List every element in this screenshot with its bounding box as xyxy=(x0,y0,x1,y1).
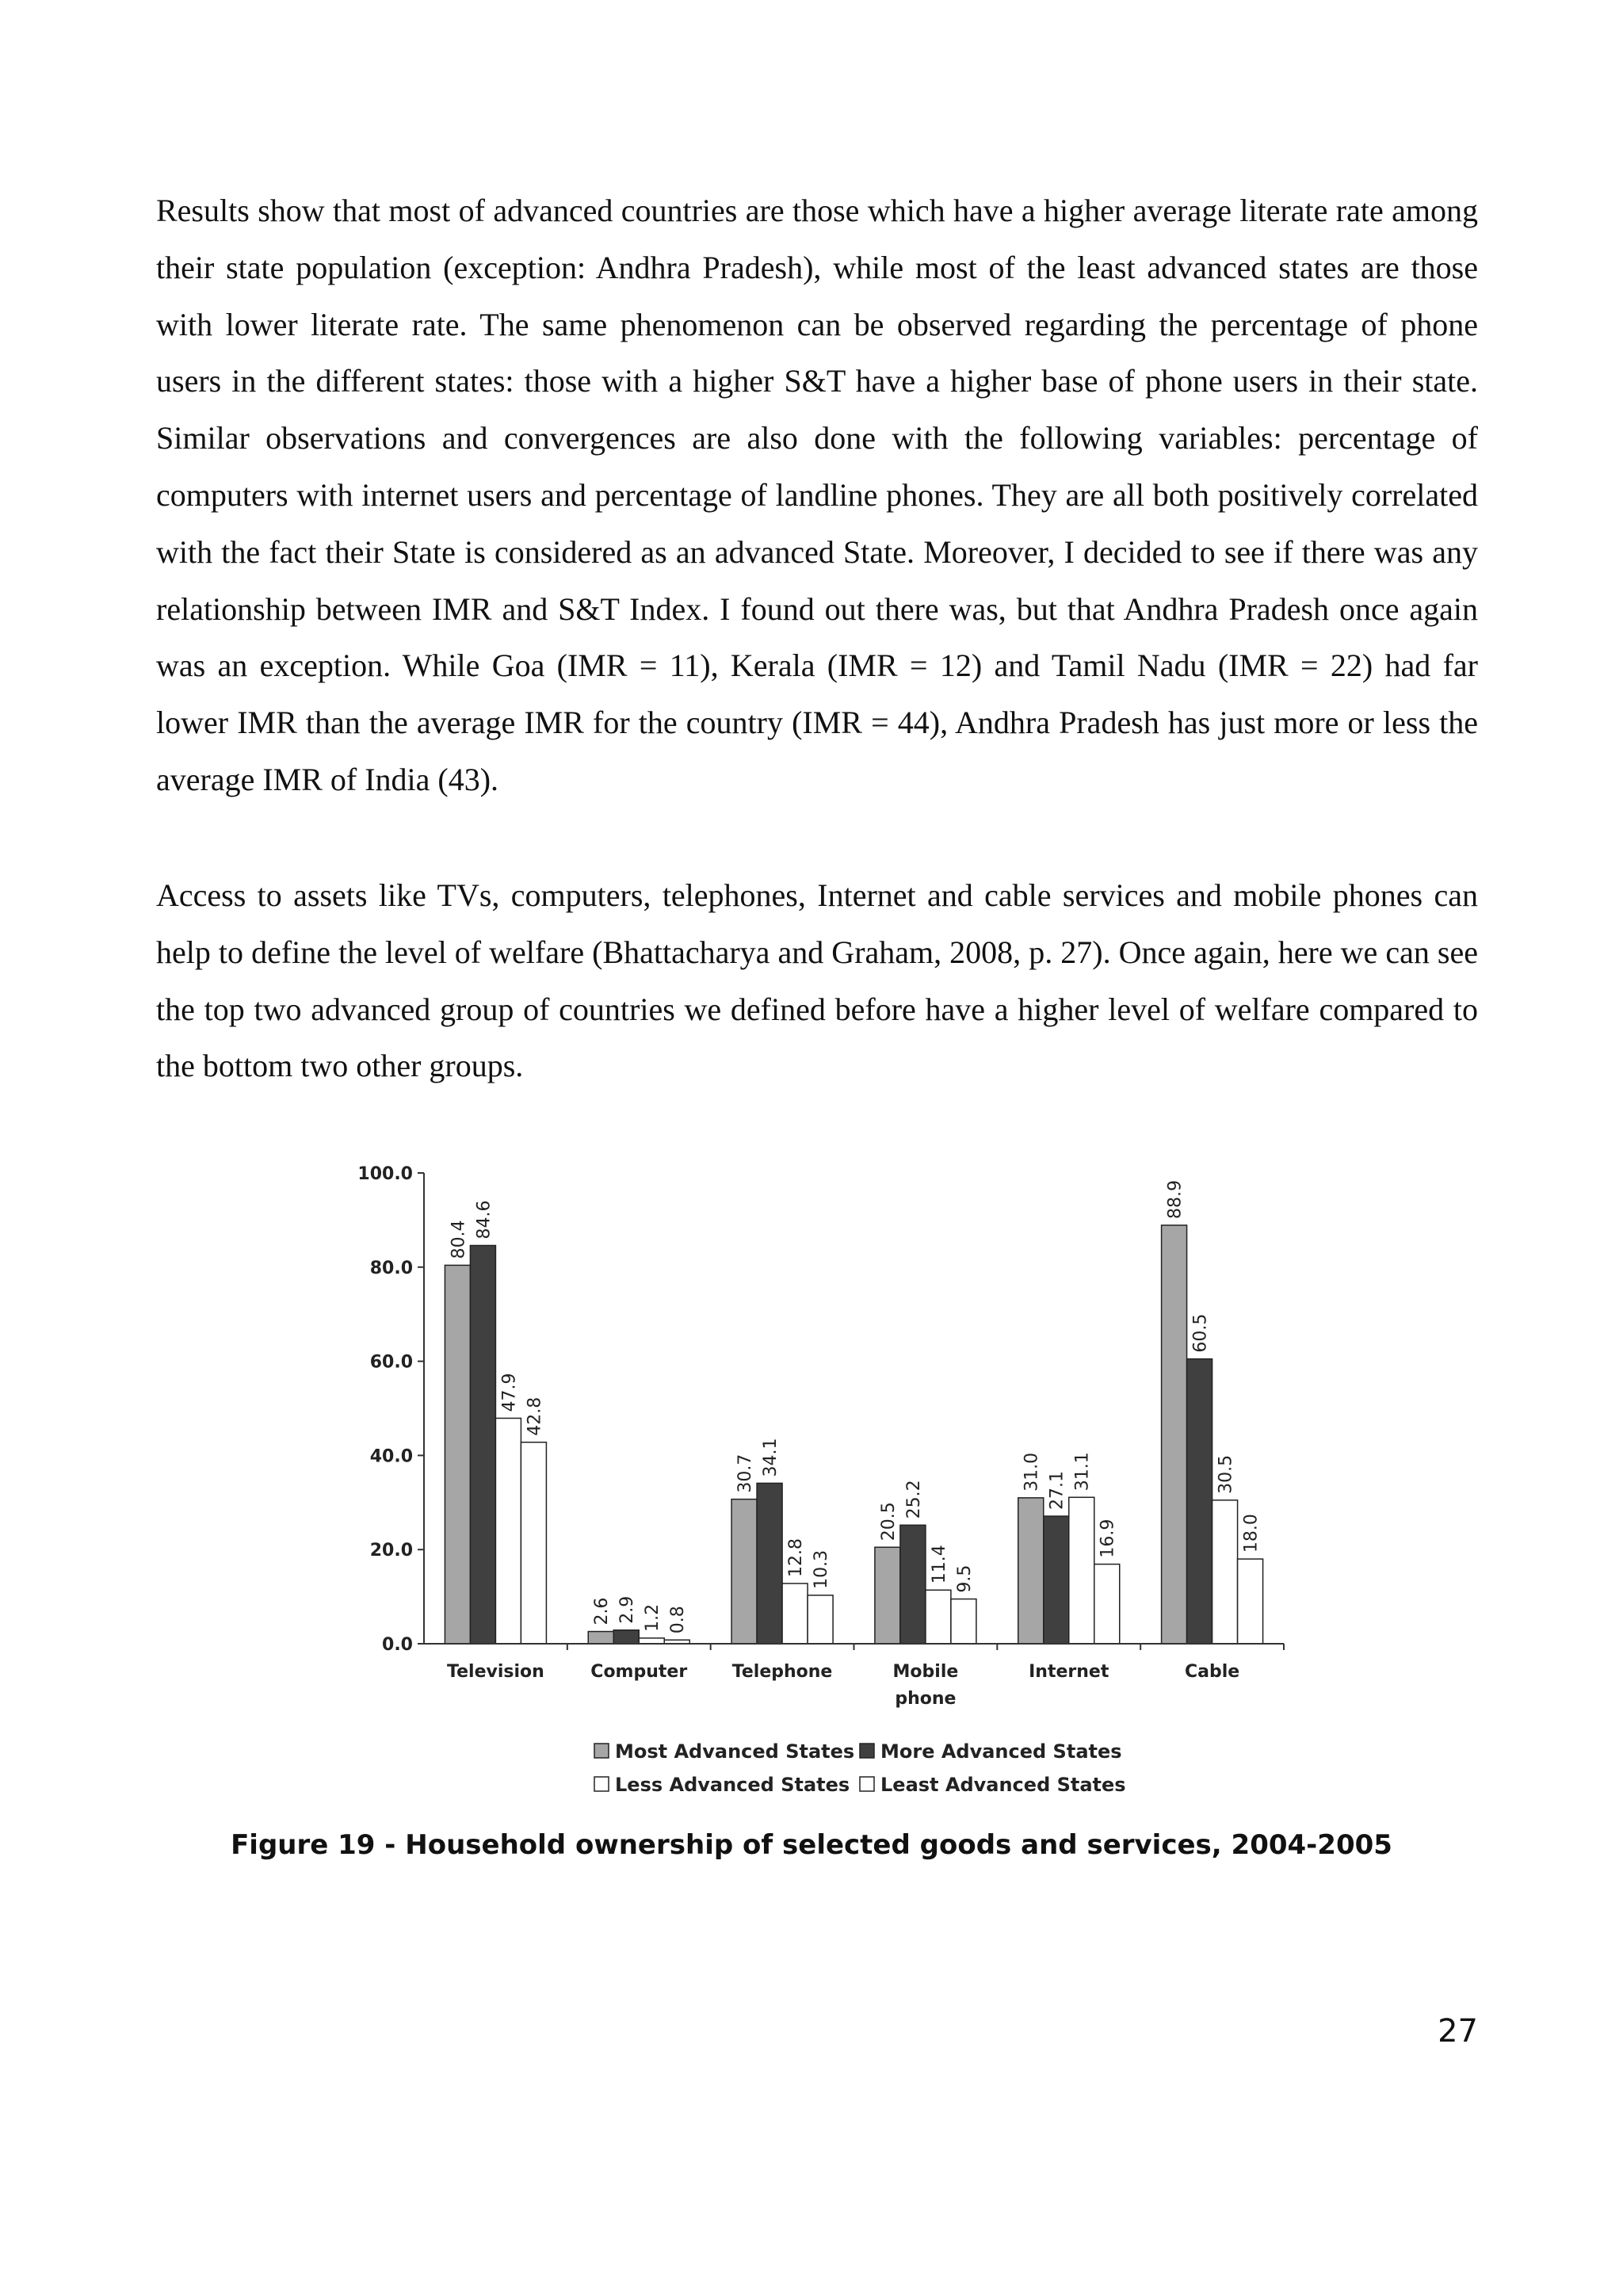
bar-television-most-advanced-states xyxy=(445,1265,470,1644)
y-tick-label: 20.0 xyxy=(369,1541,413,1561)
data-label-telephone-least-advanced-states: 10.3 xyxy=(812,1549,832,1589)
x-category-label-telephone: Telephone xyxy=(731,1662,833,1682)
bar-television-less-advanced-states xyxy=(495,1418,521,1644)
bar-mobile-phone-least-advanced-states xyxy=(951,1599,976,1644)
data-label-computer-less-advanced-states: 1.2 xyxy=(643,1603,663,1632)
bar-cable-more-advanced-states xyxy=(1187,1359,1212,1644)
legend-label-least-advanced-states: Least Advanced States xyxy=(880,1774,1126,1796)
y-tick-label: 80.0 xyxy=(369,1258,413,1278)
bar-telephone-least-advanced-states xyxy=(808,1595,833,1644)
bar-internet-more-advanced-states xyxy=(1044,1516,1069,1644)
legend-label-less-advanced-states: Less Advanced States xyxy=(615,1774,850,1796)
bar-internet-least-advanced-states xyxy=(1094,1564,1120,1644)
bar-telephone-most-advanced-states xyxy=(731,1499,757,1644)
bar-computer-more-advanced-states xyxy=(613,1630,639,1644)
data-label-cable-less-advanced-states: 30.5 xyxy=(1216,1454,1236,1494)
bar-mobile-phone-more-advanced-states xyxy=(900,1525,926,1644)
bar-internet-less-advanced-states xyxy=(1069,1497,1094,1644)
data-label-telephone-more-advanced-states: 34.1 xyxy=(761,1438,781,1477)
x-category-label-computer: Computer xyxy=(590,1662,688,1682)
y-tick-label: 60.0 xyxy=(369,1352,413,1373)
legend-swatch-least-advanced-states xyxy=(860,1777,874,1791)
x-category-label-mobile-phone: Mobile phone xyxy=(892,1662,959,1709)
data-label-cable-most-advanced-states: 88.9 xyxy=(1165,1179,1186,1219)
data-label-internet-more-advanced-states: 27.1 xyxy=(1047,1471,1067,1511)
x-category-label-television: Television xyxy=(447,1662,544,1682)
bar-computer-less-advanced-states xyxy=(639,1638,664,1644)
bar-cable-least-advanced-states xyxy=(1238,1559,1263,1644)
x-category-label-internet: Internet xyxy=(1029,1662,1109,1682)
household-ownership-chart xyxy=(333,1149,1316,1815)
figure-caption: Figure 19 - Household ownership of selected goods and services, 2004-2005 xyxy=(231,1829,1392,1861)
bar-cable-most-advanced-states xyxy=(1162,1225,1187,1644)
data-label-television-less-advanced-states: 47.9 xyxy=(499,1373,520,1412)
data-label-mobile-phone-most-advanced-states: 20.5 xyxy=(878,1502,899,1541)
data-label-computer-most-advanced-states: 2.6 xyxy=(592,1597,613,1626)
data-label-television-least-advanced-states: 42.8 xyxy=(525,1396,545,1436)
data-label-television-more-advanced-states: 84.6 xyxy=(474,1200,495,1240)
data-label-internet-most-advanced-states: 31.0 xyxy=(1022,1452,1042,1492)
body-paragraph-2: Access to assets like TVs, computers, telephones, Internet and cable services and mobile phones can help to define the level of welfare (Bhattacharya and Graham, 2008, p. 27). Once again, here we can see the top two advanced group of countries we defined before have a higher level of welfare compared to the bottom two other groups. xyxy=(156,877,1478,1084)
data-label-computer-more-advanced-states: 2.9 xyxy=(617,1595,638,1624)
legend-swatch-more-advanced-states xyxy=(860,1744,874,1758)
page-number: 27 xyxy=(1438,2013,1478,2050)
bar-television-least-advanced-states xyxy=(521,1442,546,1644)
data-label-mobile-phone-more-advanced-states: 25.2 xyxy=(903,1480,924,1519)
data-label-cable-least-advanced-states: 18.0 xyxy=(1241,1514,1262,1553)
legend-label-most-advanced-states: Most Advanced States xyxy=(615,1740,855,1763)
data-label-television-most-advanced-states: 80.4 xyxy=(449,1220,469,1259)
y-tick-label: 100.0 xyxy=(357,1164,413,1184)
y-tick-label: 40.0 xyxy=(369,1446,413,1467)
bar-telephone-more-advanced-states xyxy=(757,1483,782,1644)
bar-cable-less-advanced-states xyxy=(1212,1500,1238,1644)
bar-mobile-phone-most-advanced-states xyxy=(875,1547,900,1644)
data-label-internet-least-advanced-states: 16.9 xyxy=(1098,1519,1118,1558)
bar-television-more-advanced-states xyxy=(470,1245,495,1644)
legend-label-more-advanced-states: More Advanced States xyxy=(880,1740,1122,1763)
bar-computer-most-advanced-states xyxy=(588,1632,613,1644)
bar-internet-most-advanced-states xyxy=(1018,1498,1044,1644)
data-label-mobile-phone-least-advanced-states: 9.5 xyxy=(954,1564,975,1593)
bar-mobile-phone-less-advanced-states xyxy=(926,1590,951,1644)
y-tick-label: 0.0 xyxy=(382,1635,413,1655)
legend-swatch-less-advanced-states xyxy=(594,1777,609,1791)
legend-swatch-most-advanced-states xyxy=(594,1744,609,1758)
data-label-computer-least-advanced-states: 0.8 xyxy=(668,1606,689,1634)
data-label-internet-less-advanced-states: 31.1 xyxy=(1072,1452,1093,1492)
data-label-mobile-phone-less-advanced-states: 11.4 xyxy=(929,1545,949,1584)
body-paragraph-1: Results show that most of advanced countries are those which have a higher average literate rate among their state population (exception: Andhra Pradesh), while most of the least advanced states are those with lower literate rate. The same phenomenon can be observed regarding the percentage of phone users in the different states: those with a higher S&T have a higher base of phone users in their state. Similar observations and convergences are also done with the following variables: percentage of computers with internet users and percentage of landline phones. They are all both positively correlated with the fact their State is considered as an advanced State. Moreover, I decided to see if there was any relationship between IMR and S&T Index. I found out there was, but that Andhra Pradesh once again was an exception. While Goa (IMR = 11), Kerala (IMR = 12) and Tamil Nadu (IMR = 22) had far lower IMR than the average IMR for the country (IMR = 44), Andhra Pradesh has just more or less the average IMR of India (43). xyxy=(156,193,1478,797)
x-category-label-cable: Cable xyxy=(1184,1662,1240,1682)
data-label-telephone-less-advanced-states: 12.8 xyxy=(786,1538,807,1577)
data-label-cable-more-advanced-states: 60.5 xyxy=(1190,1313,1211,1353)
data-label-telephone-most-advanced-states: 30.7 xyxy=(735,1454,756,1493)
bar-telephone-less-advanced-states xyxy=(782,1584,808,1644)
